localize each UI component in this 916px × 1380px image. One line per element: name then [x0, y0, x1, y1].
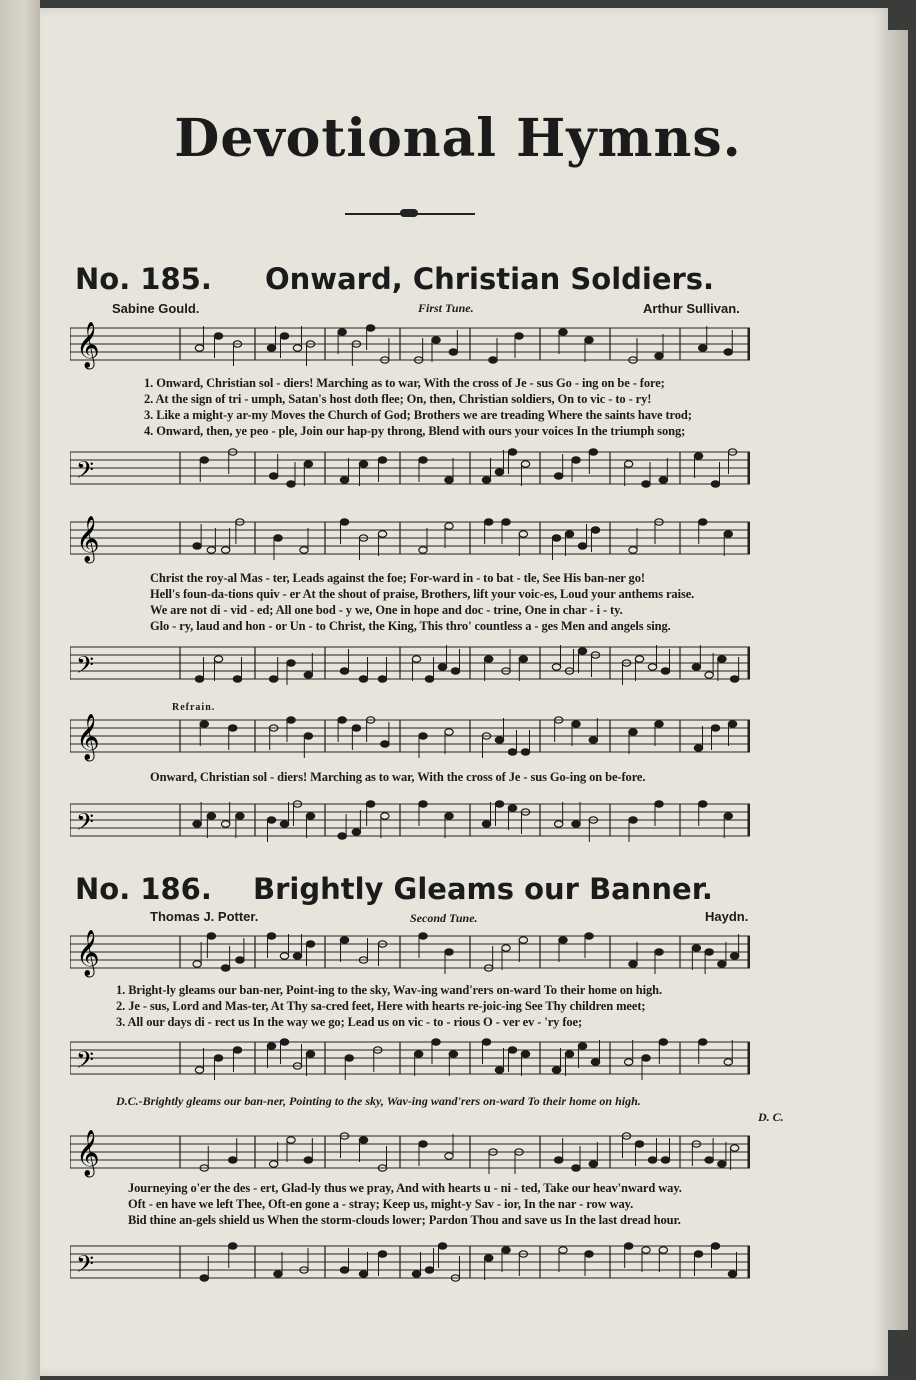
hymn-185-verse-3a: 3. Like a might-y ar-my Moves the Church of God; Brothers we are treading Where the saints have trod; — [144, 408, 692, 422]
dc-mark: D. C. — [758, 1110, 784, 1124]
refrain-label: Refrain. — [172, 702, 216, 713]
hymn-185-bass-staff-2 — [70, 637, 750, 693]
hymn-185-verse-1a: 1. Onward, Christian sol - diers! Marching as to war, With the cross of Je - sus Go - ing on be - fore; — [144, 376, 665, 390]
svg-text:𝄞: 𝄞 — [76, 1130, 100, 1176]
hymn-186-verse-3a: 3. All our days di - rect us In the way we go; Lead us on vic - to - rious O - ver ev - 'ry foe; — [116, 1015, 583, 1029]
hymn-186-verse-2a: 2. Je - sus, Lord and Mas-ter, At Thy sa-cred feet, Here with hearts re-joic-ing See Thy children meet; — [116, 999, 646, 1013]
hymn-186-verse-3b: Bid thine an-gels shield us When the storm-clouds lower; Pardon Thou and save us In the last dread hour. — [128, 1213, 681, 1227]
hymn-185-treble-staff-2 — [70, 512, 750, 568]
hymn-185-refrain-lyric: Onward, Christian sol - diers! Marching as to war, With the cross of Je - sus Go-ing on be-fore. — [150, 770, 646, 784]
hymn-185-bass-staff-1 — [70, 442, 750, 498]
svg-text:𝄢: 𝄢 — [76, 651, 95, 684]
svg-text:𝄢: 𝄢 — [76, 1046, 95, 1079]
hymn-186-tune: Second Tune. — [410, 911, 478, 925]
hymn-186-number: No. 186. — [75, 872, 212, 906]
svg-text:𝄞: 𝄞 — [76, 714, 100, 760]
hymn-185-refrain-bass-staff — [70, 794, 750, 850]
hymn-186-verse-1b: Journeying o'er the des - ert, Glad-ly thus we pray, And with hearts u - ni - ted, Take our heav'nward way. — [128, 1181, 682, 1195]
hymn-185-title: Onward, Christian Soldiers. — [265, 262, 715, 296]
hymn-186-author: Thomas J. Potter. — [150, 909, 259, 924]
hymn-186-bass-staff-1 — [70, 1032, 750, 1088]
hymn-185-composer: Arthur Sullivan. — [643, 301, 740, 316]
hymn-186-composer: Haydn. — [705, 909, 749, 924]
svg-text:𝄞: 𝄞 — [76, 516, 100, 562]
svg-text:𝄞: 𝄞 — [76, 930, 100, 976]
hymn-185-verse-1b: Christ the roy-al Mas - ter, Leads against the foe; For-ward in - to bat - tle, See His ban-ner go! — [150, 571, 645, 585]
hymn-186-bass-staff-2 — [70, 1236, 750, 1292]
hymn-185-number: No. 185. — [75, 262, 212, 296]
hymn-185-treble-staff-1 — [70, 318, 750, 374]
hymn-186-treble-staff-1 — [70, 926, 750, 982]
svg-text:𝄢: 𝄢 — [76, 808, 95, 841]
hymn-185-refrain-treble-staff — [70, 710, 750, 766]
svg-text:𝄢: 𝄢 — [76, 1250, 95, 1283]
hymn-186-title: Brightly Gleams our Banner. — [253, 872, 713, 906]
svg-text:𝄞: 𝄞 — [76, 322, 100, 368]
page-title: Devotional Hymns. — [174, 108, 742, 169]
binding-spine — [0, 0, 40, 1380]
hymn-186-verse-2b: Oft - en have we left Thee, Oft-en gone a - stray; Keep us, might-y Sav - ior, In the nar - row way. — [128, 1197, 634, 1211]
hymn-185-verse-3b: We are not di - vid - ed; All one bod - y we, One in hope and doc - trine, One in char - i - ty. — [150, 603, 623, 617]
ornamental-rule-center — [400, 209, 418, 217]
hymn-185-tune: First Tune. — [418, 301, 474, 315]
hymn-185-author: Sabine Gould. — [112, 301, 200, 316]
dc-line: D.C.-Brightly gleams our ban-ner, Pointing to the sky, Wav-ing wand'rers on-ward To their home on high. — [116, 1094, 641, 1108]
svg-text:𝄢: 𝄢 — [76, 456, 95, 489]
hymn-185-verse-4a: 4. Onward, then, ye peo - ple, Join our hap-py throng, Blend with ours your voices In the triumph song; — [144, 424, 686, 438]
page-edge — [888, 30, 908, 1330]
hymn-186-verse-1a: 1. Bright-ly gleams our ban-ner, Point-ing to the sky, Wav-ing wand'rers on-ward To their home on high. — [116, 983, 663, 997]
hymn-186-treble-staff-2 — [70, 1126, 750, 1182]
hymn-185-verse-4b: Glo - ry, laud and hon - or Un - to Christ, the King, This thro' countless a - ges Men and angels sing. — [150, 619, 671, 633]
hymn-185-verse-2b: Hell's foun-da-tions quiv - er At the shout of praise, Brothers, lift your voic-es, Loud your anthems raise. — [150, 587, 695, 601]
hymn-185-verse-2a: 2. At the sign of tri - umph, Satan's host doth flee; On, then, Christian soldiers, On to vic - to - ry! — [144, 392, 652, 406]
